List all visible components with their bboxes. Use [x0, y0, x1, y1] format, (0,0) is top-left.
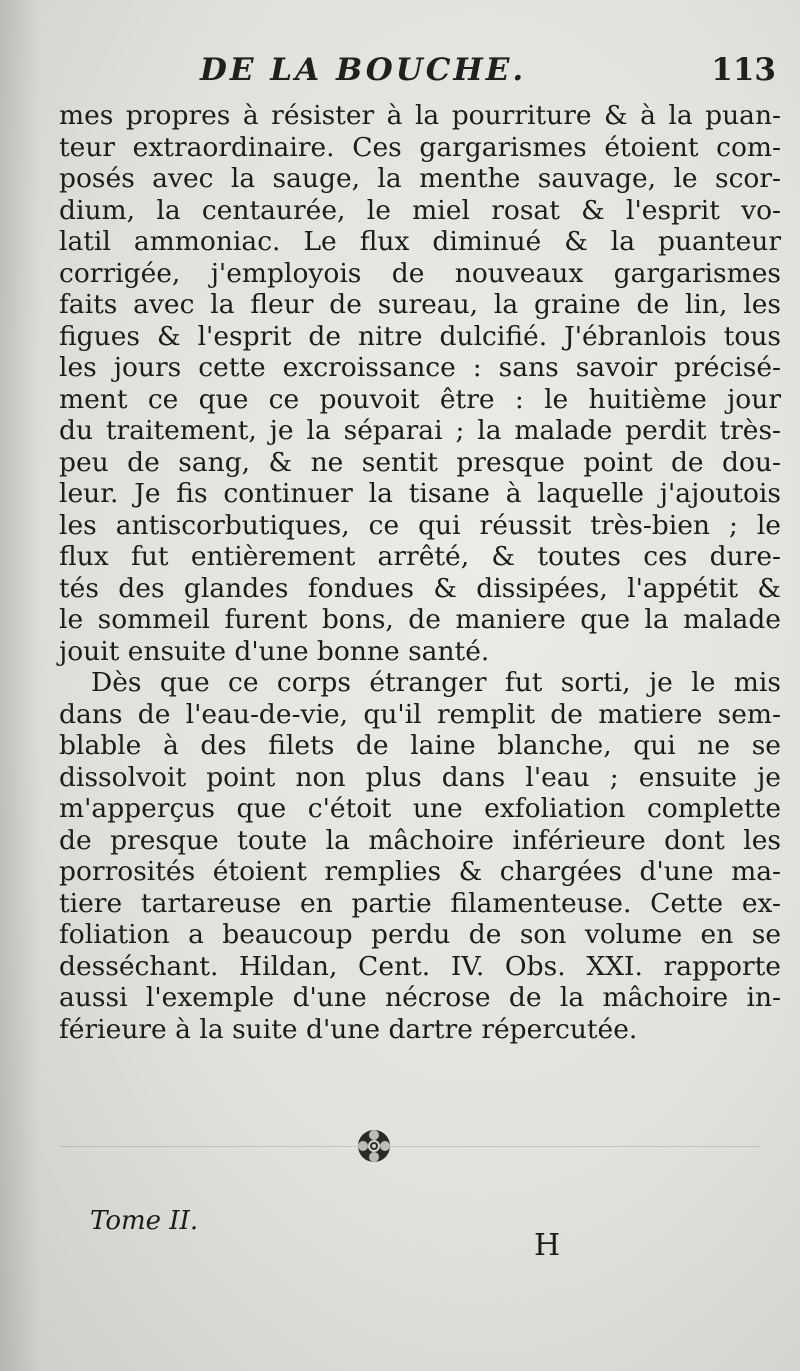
text-line: dans de l'eau-de-vie, qu'il remplit de matiere sem-	[59, 698, 781, 730]
text-line: latil ammoniac. Le flux diminué & la puanteur	[59, 226, 781, 257]
text-line: porrosités étoient remplies & chargées d'une ma-	[59, 856, 781, 887]
paragraph-end-line: férieure à la suite d'une dartre répercutée.	[59, 1013, 638, 1045]
paragraph-first-line: Dès que ce corps étranger fut sorti, je le mis	[91, 667, 781, 698]
text-line: corrigée, j'employois de nouveaux gargarismes	[59, 257, 781, 289]
text-line: mes propres à résister à la pourriture & à la puan-	[59, 100, 781, 131]
text-line: dium, la centaurée, le miel rosat & l'esprit vo-	[59, 194, 781, 226]
text-line: tiere tartareuse en partie filamenteuse. Cette ex-	[59, 887, 781, 919]
signature-mark: H	[534, 1228, 561, 1263]
text-line: de presque toute la mâchoire inférieure dont les	[59, 824, 781, 856]
text-line: flux fut entièrement arrêté, & toutes ces dure-	[59, 541, 781, 572]
text-line: peu de sang, & ne sentit presque point de dou-	[59, 446, 781, 478]
text-line: m'apperçus que c'étoit une exfoliation complette	[59, 793, 781, 824]
text-line: faits avec la fleur de sureau, la graine de lin, les	[59, 289, 781, 320]
volume-mark: Tome II.	[90, 1206, 199, 1236]
text-line: aussi l'exemple d'une nécrose de la mâchoire in-	[59, 982, 781, 1013]
page-number: 113	[711, 52, 776, 88]
running-head: DE LA BOUCHE.	[200, 52, 527, 88]
bleed-through-rule	[60, 1146, 760, 1147]
paragraph-end-line: jouit ensuite d'une bonne santé.	[59, 635, 490, 667]
text-line: les antiscorbutiques, ce qui réussit très-bien ; le	[59, 509, 781, 541]
text-line: blable à des filets de laine blanche, qui ne se	[59, 730, 781, 761]
body-text	[59, 100, 781, 1045]
text-line: posés avec la sauge, la menthe sauvage, le scor-	[59, 163, 781, 194]
tailpiece	[0, 1124, 800, 1168]
page-header	[60, 52, 780, 102]
flower-ornament-icon	[356, 1128, 392, 1164]
text-line: le sommeil furent bons, de maniere que la malade	[59, 604, 781, 635]
text-line: teur extraordinaire. Ces gargarismes étoient com-	[59, 131, 781, 163]
text-line: desséchant. Hildan, Cent. IV. Obs. XXI. rapporte	[59, 950, 781, 982]
text-line: foliation a beaucoup perdu de son volume en se	[59, 919, 781, 950]
text-line: dissolvoit point non plus dans l'eau ; ensuite je	[59, 761, 781, 793]
text-line: ment ce que ce pouvoit être : le huitième jour	[59, 383, 781, 415]
text-line: du traitement, je la séparai ; la malade perdit très-	[59, 415, 781, 446]
text-line: figues & l'esprit de nitre dulcifié. J'ébranlois tous	[59, 320, 781, 352]
text-line: tés des glandes fondues & dissipées, l'appétit &	[59, 572, 781, 604]
text-line: leur. Je fis continuer la tisane à laquelle j'ajoutois	[59, 478, 781, 509]
text-line: les jours cette excroissance : sans savoir précisé-	[59, 352, 781, 383]
